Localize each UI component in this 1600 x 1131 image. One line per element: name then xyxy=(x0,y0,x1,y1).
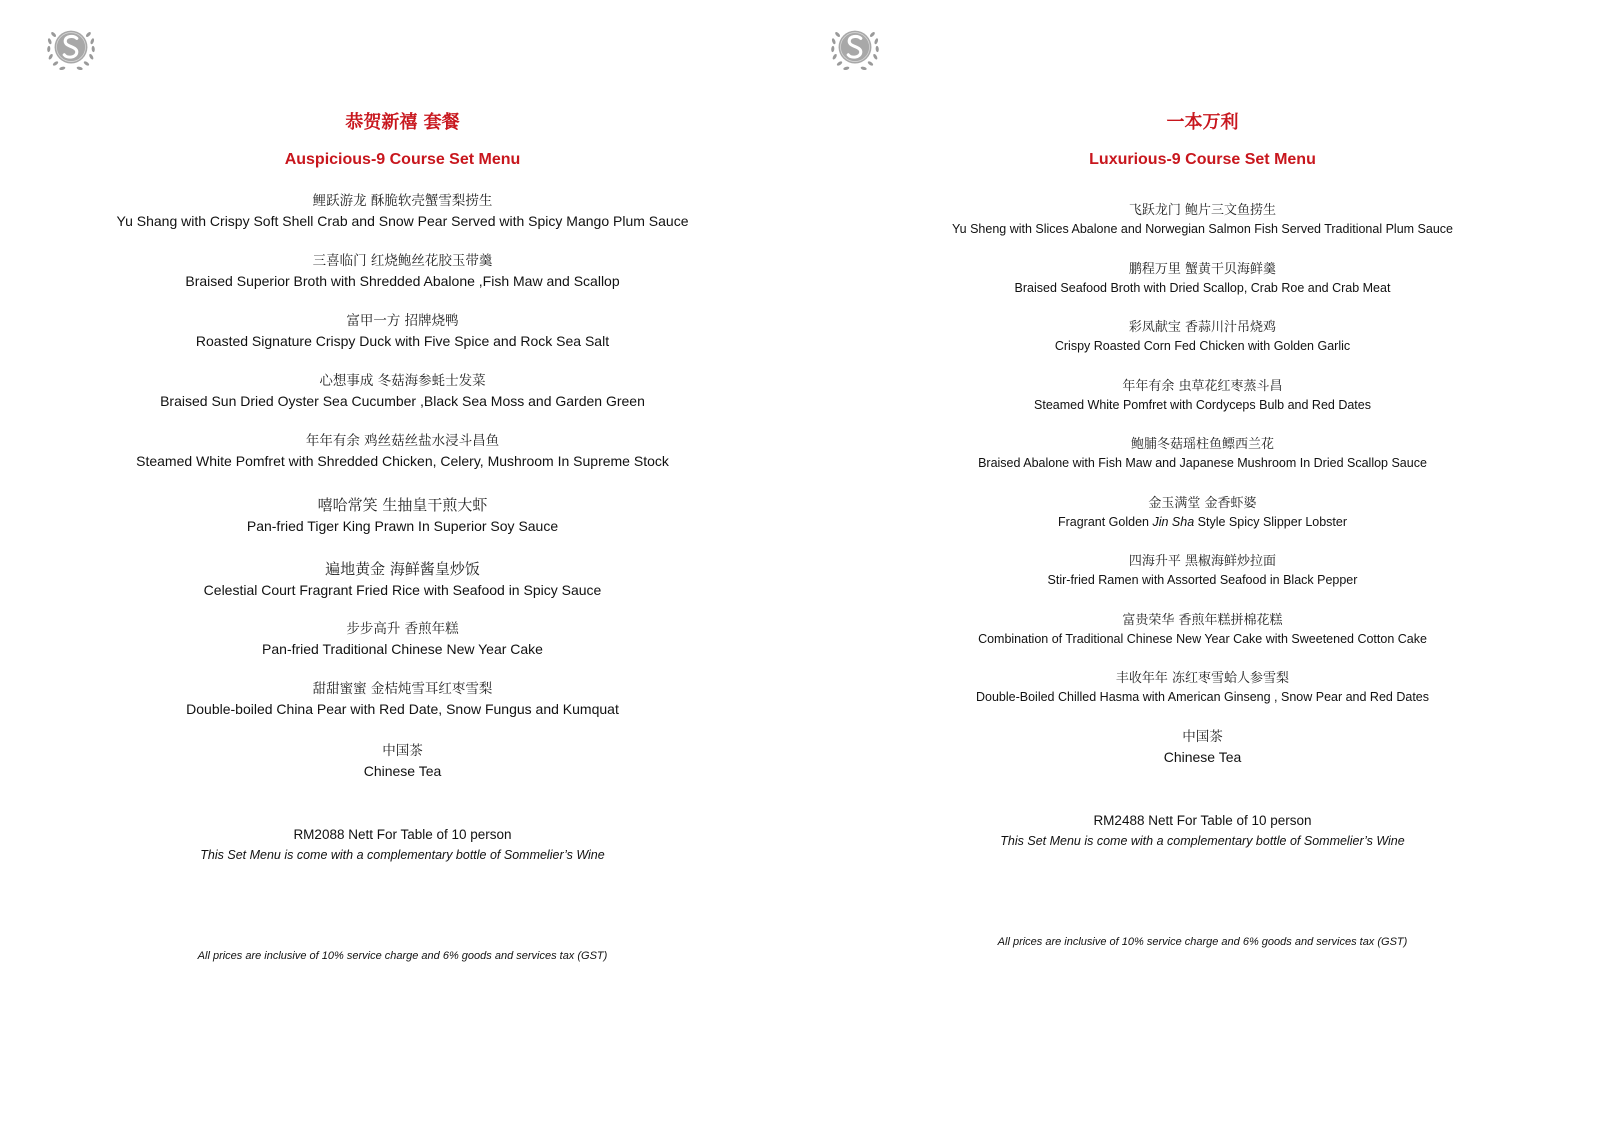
menu-price: RM2088 Nett For Table of 10 person xyxy=(293,827,512,842)
course-name-en: Braised Sun Dried Oyster Sea Cucumber ,Black Sea Moss and Garden Green xyxy=(160,393,645,409)
course-item xyxy=(110,191,695,231)
course-name-cn: 鲤跃游龙 酥脆软壳蟹雪梨捞生 xyxy=(312,193,493,209)
course-name-cn: 飞跃龙门 鲍片三文鱼捞生 xyxy=(1128,203,1277,218)
course-name-cn: 鲍脯冬菇瑶柱鱼鳔西兰花 xyxy=(1130,437,1274,452)
wine-note: This Set Menu is come with a complementary bottle of Sommelier’s Wine xyxy=(200,848,605,862)
course-name-cn: 丰收年年 冻红枣雪蛤人参雪梨 xyxy=(1115,671,1290,686)
course-item xyxy=(910,552,1495,590)
wine-note: This Set Menu is come with a complementary bottle of Sommelier’s Wine xyxy=(1000,834,1405,848)
course-name-en: Roasted Signature Crispy Duck with Five Spice and Rock Sea Salt xyxy=(195,333,610,349)
course-name-cn: 甜甜蜜蜜 金桔炖雪耳红枣雪梨 xyxy=(312,681,493,697)
course-name-en-italic: Jin Sha xyxy=(1152,515,1195,529)
course-name-en: Braised Abalone with Fish Maw and Japanese Mushroom In Dried Scallop Sauce xyxy=(978,456,1427,470)
course-item xyxy=(910,318,1495,356)
course-item xyxy=(110,251,695,291)
course-name-en: Pan-fried Traditional Chinese New Year Cake xyxy=(262,641,543,657)
course-name-cn: 中国茶 xyxy=(1182,729,1223,745)
course-name-en-part: Style Spicy Slipper Lobster xyxy=(1194,515,1348,529)
menu-title-en: Luxurious-9 Course Set Menu xyxy=(1089,151,1316,168)
course-name-en xyxy=(910,513,1495,532)
course-name-cn: 年年有余 鸡丝菇丝盐水浸斗昌鱼 xyxy=(305,433,500,449)
course-name-en: Chinese Tea xyxy=(363,763,442,779)
course-name-en: Combination of Traditional Chinese New Year Cake with Sweetened Cotton Cake xyxy=(978,632,1427,646)
course-name-cn: 步步高升 香煎年糕 xyxy=(346,621,459,637)
course-name-en: Chinese Tea xyxy=(1163,749,1242,765)
course-name-en: Crispy Roasted Corn Fed Chicken with Golden Garlic xyxy=(1054,339,1351,353)
course-name-cn: 四海升平 黑椒海鲜炒拉面 xyxy=(1128,554,1277,569)
course-name-en: Steamed White Pomfret with Shredded Chicken, Celery, Mushroom In Supreme Stock xyxy=(136,453,669,469)
hotel-logo-icon xyxy=(826,20,884,78)
course-name-en: Double-Boiled Chilled Hasma with American Ginseng , Snow Pear and Red Dates xyxy=(975,690,1429,704)
course-name-en: Stir-fried Ramen with Assorted Seafood in Black Pepper xyxy=(1047,573,1358,587)
course-item xyxy=(110,679,695,719)
course-item xyxy=(910,494,1495,532)
hotel-logo-icon xyxy=(42,20,100,78)
course-item xyxy=(910,260,1495,298)
course-item xyxy=(910,669,1495,707)
course-item xyxy=(110,311,695,351)
course-name-cn: 遍地黄金 海鲜酱皇炒饭 xyxy=(325,560,480,578)
course-name-cn: 富贵荣华 香煎年糕拼棉花糕 xyxy=(1122,613,1283,628)
menu-price: RM2488 Nett For Table of 10 person xyxy=(1093,813,1312,828)
course-item xyxy=(910,377,1495,415)
course-name-cn: 鹏程万里 蟹黄干贝海鲜羹 xyxy=(1128,262,1277,277)
course-name-en: Braised Seafood Broth with Dried Scallop, Crab Roe and Crab Meat xyxy=(1014,281,1391,295)
course-name-cn: 彩凤献宝 香蒜川汁吊烧鸡 xyxy=(1128,320,1277,335)
course-name-cn: 年年有余 虫草花红枣蒸斗昌 xyxy=(1122,379,1283,394)
menu-title-en: Auspicious-9 Course Set Menu xyxy=(284,151,521,168)
tax-note: All prices are inclusive of 10% service charge and 6% goods and services tax (GST) xyxy=(997,936,1408,948)
course-name-en: Braised Superior Broth with Shredded Abalone ,Fish Maw and Scallop xyxy=(185,273,620,289)
course-item xyxy=(110,494,695,536)
menu-title-cn: 恭贺新禧 套餐 xyxy=(345,112,460,133)
menu-title-cn: 一本万利 xyxy=(1166,112,1239,133)
course-name-cn: 嘻哈常笑 生抽皇干煎大虾 xyxy=(317,496,488,514)
course-name-en-part: Fragrant Golden xyxy=(1057,515,1153,529)
course-name-cn: 金玉满堂 金香虾婆 xyxy=(1148,496,1257,511)
course-item xyxy=(110,558,695,600)
course-item xyxy=(110,619,695,659)
course-item xyxy=(110,431,695,471)
course-name-en: Celestial Court Fragrant Fried Rice with Seafood in Spicy Sauce xyxy=(203,582,602,598)
course-name-en: Double-boiled China Pear with Red Date, Snow Fungus and Kumquat xyxy=(186,701,619,717)
menu-page-luxurious xyxy=(800,0,1600,1131)
course-item xyxy=(110,371,695,411)
course-name-cn: 三喜临门 红烧鲍丝花胶玉带羹 xyxy=(312,253,493,269)
course-item xyxy=(910,611,1495,649)
course-name-en: Steamed White Pomfret with Cordyceps Bulb and Red Dates xyxy=(1034,398,1371,412)
tax-note: All prices are inclusive of 10% service charge and 6% goods and services tax (GST) xyxy=(197,950,608,962)
course-name-cn: 中国茶 xyxy=(382,743,423,759)
course-name-en: Pan-fried Tiger King Prawn In Superior Soy Sauce xyxy=(246,518,559,534)
course-item xyxy=(910,727,1495,767)
course-name-cn: 心想事成 冬菇海参蚝士发菜 xyxy=(319,373,486,389)
course-name-en: Yu Sheng with Slices Abalone and Norwegian Salmon Fish Served Traditional Plum Sauce xyxy=(952,222,1453,236)
course-name-en: Yu Shang with Crispy Soft Shell Crab and Snow Pear Served with Spicy Mango Plum Sauce xyxy=(116,213,689,229)
course-item xyxy=(910,201,1495,239)
course-name-cn: 富甲一方 招牌烧鸭 xyxy=(346,313,459,329)
course-item xyxy=(910,435,1495,473)
course-item xyxy=(110,741,695,781)
